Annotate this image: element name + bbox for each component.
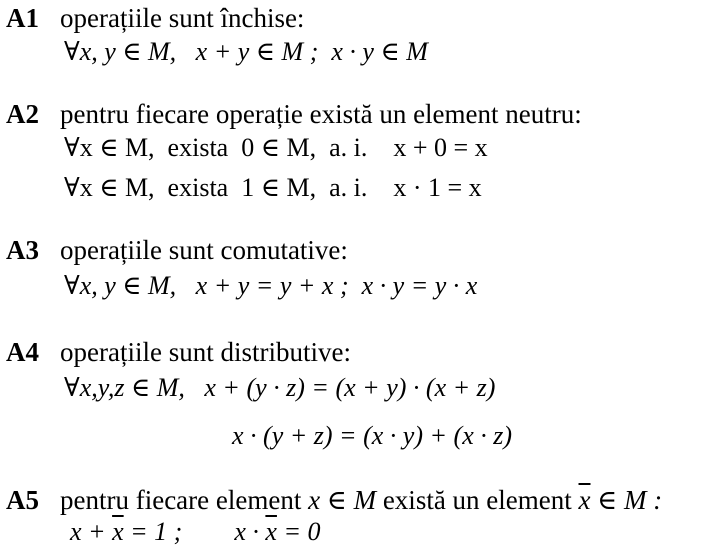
title-text: există un element — [376, 485, 579, 515]
title-math: ∈ M : — [590, 485, 663, 515]
formula-line: ∀x, y ∈ M, x + y = y + x ; x · y = y · x — [64, 271, 478, 300]
complement-symbol: $\overline{x}$ — [265, 517, 277, 546]
formula-line — [70, 516, 320, 548]
axiom-label: A5 — [6, 485, 39, 515]
formula-line: ∀x ∈ M, exista 1 ∈ M, a. i. x · 1 = x — [64, 173, 482, 202]
formula-part: = 1 ; x · — [123, 517, 266, 546]
axiom-title: operațiile sunt comutative: — [60, 235, 348, 265]
formula-part: x + — [70, 517, 113, 546]
axiom-label: A3 — [6, 235, 39, 265]
axiom-label: A4 — [6, 337, 39, 367]
axiom-label: A2 — [6, 99, 39, 129]
formula-line: ∀x ∈ M, exista 0 ∈ M, a. i. x + 0 = x — [64, 133, 488, 162]
formula-part: = 0 — [276, 517, 321, 546]
axiom-label: A1 — [6, 3, 39, 33]
formula-line: ∀x, y ∈ M, x + y ∈ M ; x · y ∈ M — [64, 37, 428, 66]
formula-line: ∀x,y,z ∈ M, x + (y · z) = (x + y) · (x + z) — [64, 373, 496, 402]
complement-symbol: $\overline{x}$ — [112, 517, 124, 546]
title-text: pentru fiecare element — [60, 485, 309, 515]
formula-line: x · (y + z) = (x · y) + (x · z) — [232, 421, 513, 450]
title-math: x ∈ M — [308, 485, 377, 515]
axiom-title: operațiile sunt închise: — [60, 3, 305, 33]
axiom-title — [60, 484, 662, 516]
complement-symbol: $\overline{x}$ — [578, 485, 591, 515]
axiom-title: pentru fiecare operație există un element neutru: — [60, 99, 582, 129]
axiom-title: operațiile sunt distributive: — [60, 337, 351, 367]
